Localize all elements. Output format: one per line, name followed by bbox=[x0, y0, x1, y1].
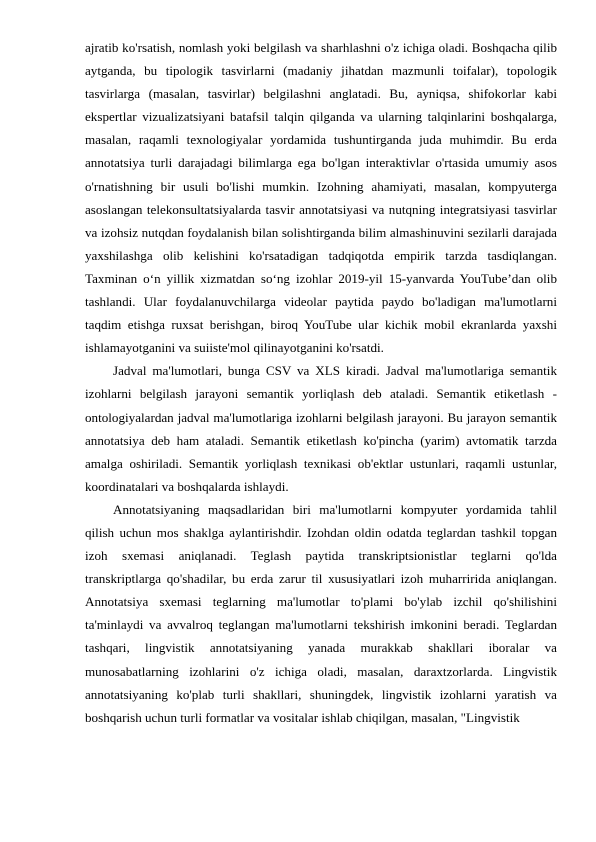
document-page bbox=[85, 36, 557, 729]
paragraph-annotation-goals: Annotatsiyaning maqsadlaridan biri ma'lumotlarni kompyuter yordamida tahlil qilish uchun mos shaklga aylantirishdir. Izohdan oldin odatda teglardan tashkil topgan izoh sxemasi aniqlanadi. Teglash paytida transkriptsionistlar teglarni qo'lda transkriptlarga qo'shadilar, bu erda zarur til xususiyatlari izoh muharririda aniqlangan. Annotatsiya sxemasi teglarning ma'lumotlar to'plami bo'ylab izchil qo'shilishini ta'minlaydi va avvalroq teglangan ma'lumotlarni tekshirish imkonini beradi. Teglardan tashqari, lingvistik annotatsiyaning yanada murakkab shakllari iboralar va munosabatlarning izohlarini o'z ichiga oladi, masalan, daraxtzorlarda. Lingvistik annotatsiyaning ko'plab turli shakllari, shuningdek, lingvistik izohlarni yaratish va boshqarish uchun turli formatlar va vositalar ishlab chiqilgan, masalan, "Lingvistik bbox=[85, 501, 557, 725]
paragraph-annotation-definition: ajratib ko'rsatish, nomlash yoki belgilash va sharhlashni o'z ichiga oladi. Boshqacha qilib aytganda, bu tipologik tasvirlarni (madaniy jihatdan mazmunli toifalar), topologik tasvirlarga (masalan, tasvirlar) belgilashni anglatadi. Bu, ayniqsa, shifokorlar kabi ekspertlar vizualizatsiyani batafsil talqin qilganda va ularning talqinlarini boshqalarga, masalan, raqamli texnologiyalar yordamida tushuntirganda juda muhimdir. Bu erda annotatsiya turli darajadagi bilimlarga ega bo'lgan interaktivlar o'rtasida umumiy asos o'rnatishning bir usuli bo'lishi mumkin. Izohning ahamiyati, masalan, kompyuterga asoslangan telekonsultatsiyalarda tasvir annotatsiyasi va nutqning integratsiyasi tasvirlar va izohsiz nutqdan foydalanish bilan solishtirganda bilim almashinuvini sezilarli darajada yaxshilashga olib kelishini ko'rsatadigan tadqiqotda empirik tarzda tasdiqlangan. Taxminan o‘n yillik xizmatdan so‘ng izohlar 2019-yil 15-yanvarda YouTube’dan olib tashlandi. Ular foydalanuvchilarga videolar paytida paydo bo'ladigan ma'lumotlarni taqdim etishga ruxsat berishgan, biroq YouTube ular kichik mobil ekranlarda yaxshi ishlamayotganini va suiiste'mol qilinayotganini ko'rsatdi. bbox=[85, 40, 557, 356]
paragraph-tabular-data: Jadval ma'lumotlari, bunga CSV va XLS kiradi. Jadval ma'lumotlariga semantik izohlarni belgilash jarayoni semantik yorliqlash deb ataladi. Semantik etiketlash - ontologiyalardan jadval ma'lumotlariga izohlarni belgilash jarayoni. Bu jarayon semantik annotatsiya deb ham ataladi. Semantik etiketlash ko'pincha (yarim) avtomatik tarzda amalga oshiriladi. Semantik yorliqlash texnikasi ob'ektlar ustunlari, raqamli ustunlar, koordinatalari va boshqalarda ishlaydi. bbox=[85, 363, 557, 494]
